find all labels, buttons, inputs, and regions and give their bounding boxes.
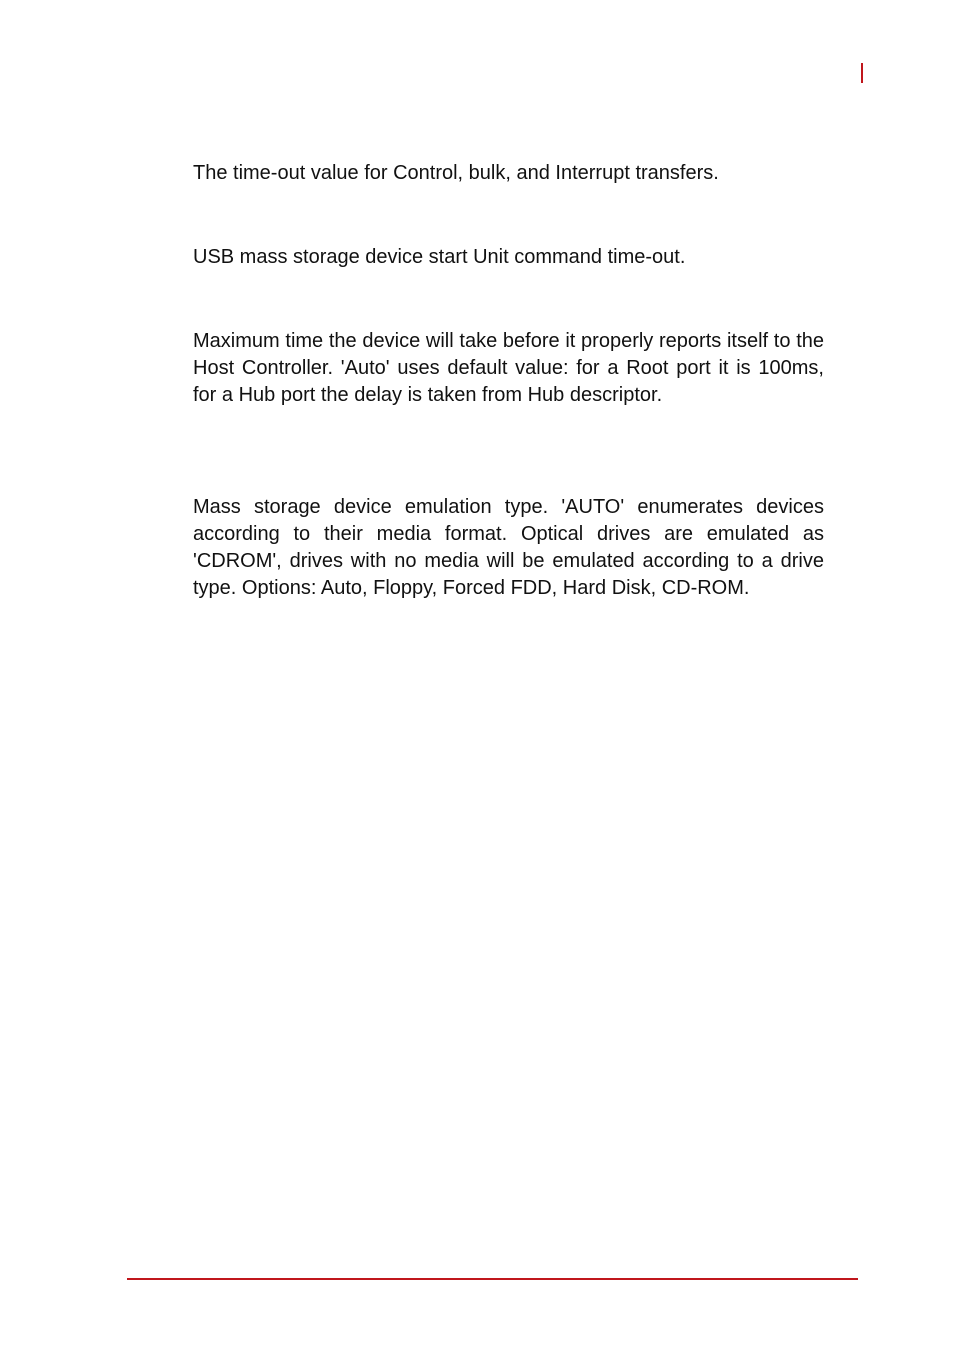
paragraph-device-power-up-delay: Maximum time the device will take before it properly reports itself to the Host Controller. 'Auto' uses default value: for a Root port it is 100ms, for a Hub port the delay is taken from Hub descriptor. [193, 330, 824, 406]
header-accent-bar [861, 63, 863, 83]
paragraph-transfer-timeout: The time-out value for Control, bulk, and Interrupt transfers. [193, 162, 719, 184]
paragraph-emulation-type: Mass storage device emulation type. 'AUTO' enumerates devices according to their media format. Optical drives are emulated as 'CDROM', drives with no media will be emulated according to a drive type. Options: Auto, Floppy, Forced FDD, Hard Disk, CD-ROM. [193, 496, 824, 599]
paragraph-start-unit-timeout: USB mass storage device start Unit command time-out. [193, 246, 686, 268]
footer-rule [127, 1278, 858, 1280]
